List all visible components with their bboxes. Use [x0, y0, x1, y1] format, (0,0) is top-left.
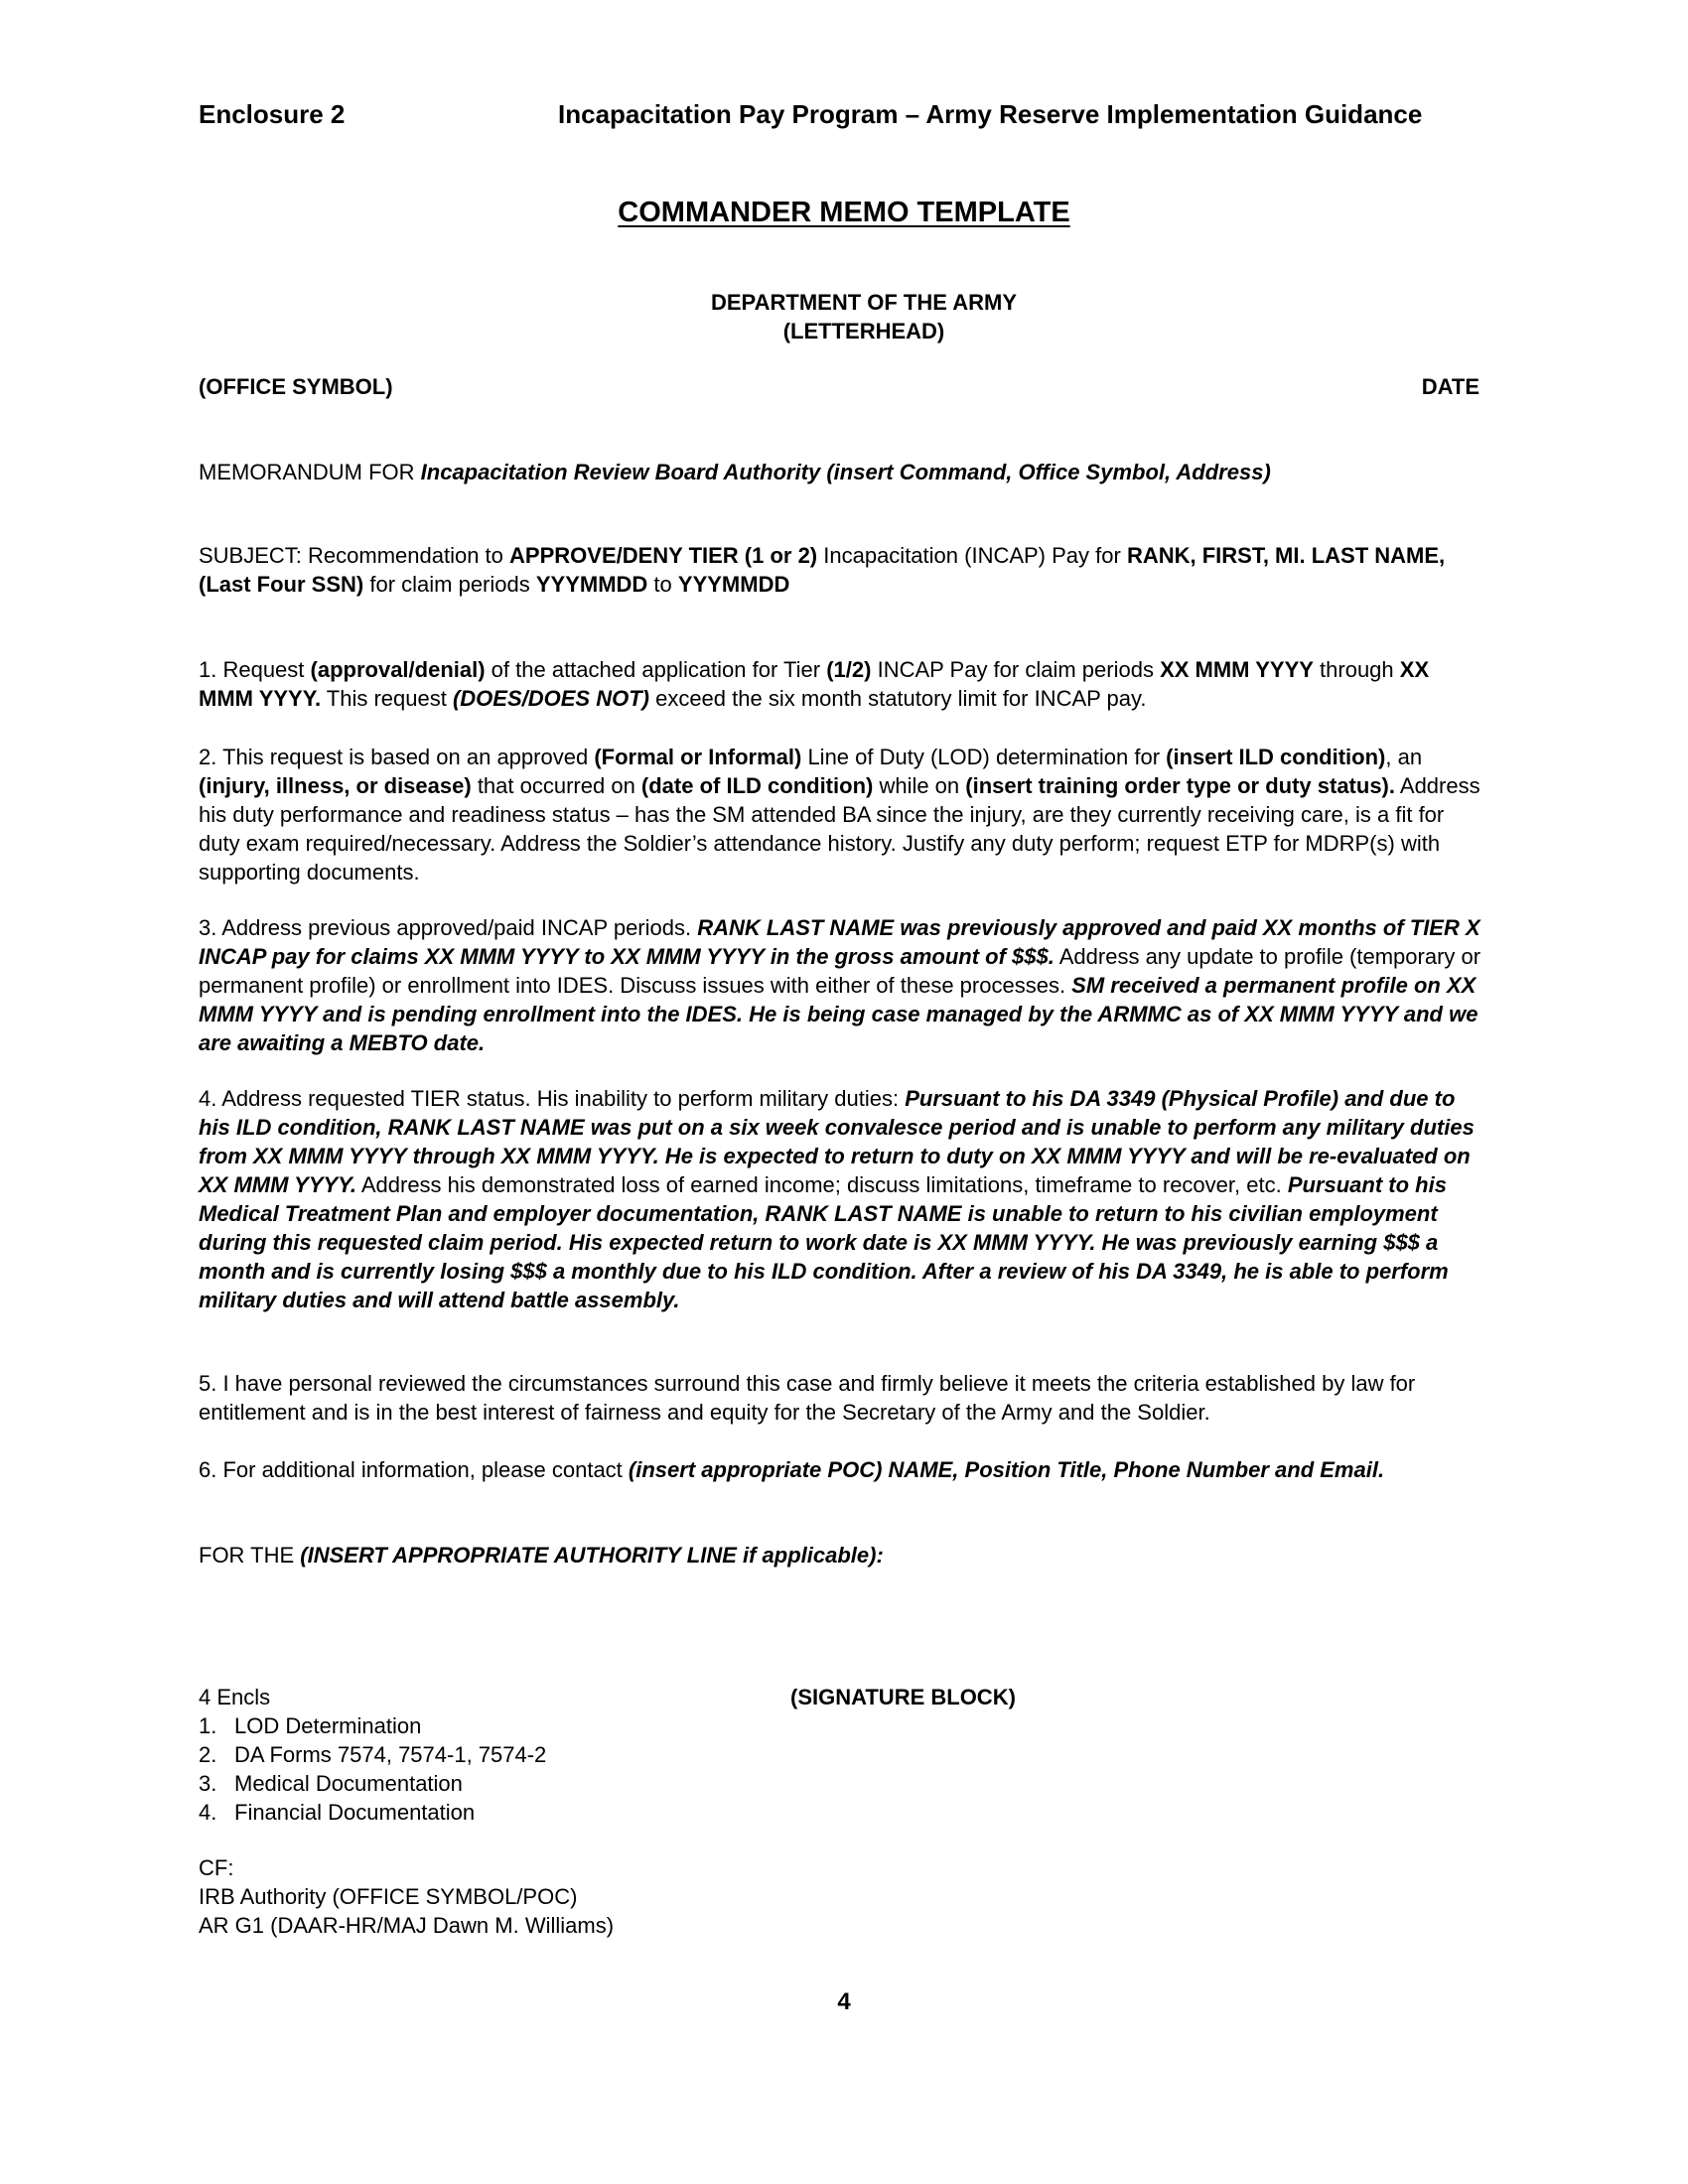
- copy-furnished: [199, 1853, 894, 1940]
- enclosure-item: [199, 1711, 755, 1740]
- paragraph-text: through: [1313, 657, 1400, 682]
- paragraph-text: 5. I have personal reviewed the circumstances surround this case and firmly believe it meets the criteria established by law for entitlement and is in the best interest of fairness and equity for the Secretary of the Army and the Soldier.: [199, 1371, 1416, 1425]
- letterhead-placeholder: (LETTERHEAD): [782, 319, 945, 343]
- enclosure-label: LOD Determination: [234, 1713, 422, 1738]
- paragraph-5: [199, 1369, 1489, 1427]
- letterhead-department: DEPARTMENT OF THE ARMY: [711, 290, 1017, 315]
- authority-label: FOR THE: [199, 1543, 301, 1568]
- memorandum-for-label: MEMORANDUM FOR: [199, 460, 421, 484]
- enclosure-label: Financial Documentation: [234, 1800, 476, 1825]
- letterhead: [0, 288, 1688, 345]
- paragraph-placeholder: (injury, illness, or disease): [199, 773, 472, 798]
- paragraph-example: SM received a permanent profile on XX MMM YYYY and is pending enrollment into the IDES. He is being case managed by the ARMMC as of XX MMM YYYY and we are awaiting a MEBTO date.: [199, 973, 1478, 1055]
- paragraph-example: RANK LAST NAME was previously approved and paid XX months of TIER X INCAP pay for claims XX MMM YYYY to XX MMM YYYY in the gross amount of $$$.: [199, 915, 1480, 969]
- office-date-row: [199, 372, 1479, 401]
- paragraph-text: Address his demonstrated loss of earned income; discuss limitations, timeframe to recover, etc.: [355, 1172, 1288, 1197]
- paragraph-placeholder: (1/2): [826, 657, 872, 682]
- authority-line: [199, 1541, 1489, 1570]
- paragraph-text: while on: [873, 773, 966, 798]
- paragraph-placeholder: XX MMM YYYY.: [199, 657, 1430, 711]
- copy-furnished-item: AR G1 (DAAR-HR/MAJ Dawn M. Williams): [199, 1913, 615, 1938]
- paragraph-4: [199, 1084, 1489, 1314]
- paragraph-placeholder: (Formal or Informal): [594, 745, 802, 769]
- paragraph-6: [199, 1455, 1440, 1484]
- paragraph-text: 1. Request: [199, 657, 311, 682]
- paragraph-placeholder: (DOES/DOES NOT): [452, 686, 649, 711]
- paragraph-placeholder: XX MMM YYYY: [1160, 657, 1314, 682]
- memo-date: DATE: [1421, 374, 1479, 399]
- paragraph-example: Pursuant to his Medical Treatment Plan and employer documentation, RANK LAST NAME is unable to return to his civilian employment during this requested claim period. His expected return to work date is XX MMM YYYY. He was previously earning $$$ a month and is currently losing $$$ a monthly due to his ILD condition. After a review of his DA 3349, he is able to perform military duties and will attend battle assembly.: [199, 1172, 1449, 1312]
- subject-action: APPROVE/DENY TIER (1 or 2): [509, 543, 818, 568]
- paragraph-text: 3. Address previous approved/paid INCAP periods.: [199, 915, 698, 940]
- enclosure-item: [199, 1769, 755, 1798]
- subject-end-date: YYYMMDD: [677, 572, 790, 597]
- paragraph-text: Address any update to profile (temporary or permanent profile) or enrollment into IDES. Discuss issues with either of these processes.: [199, 944, 1481, 998]
- subject-soldier: RANK, FIRST, MI. LAST NAME, (Last Four SSN): [199, 543, 1446, 597]
- enclosure-number: 2.: [199, 1742, 217, 1767]
- enclosure-number: 4.: [199, 1800, 217, 1825]
- paragraph-text: that occurred on: [471, 773, 641, 798]
- paragraph-example: Pursuant to his DA 3349 (Physical Profile) and due to his ILD condition, RANK LAST NAME was put on a six week convalesce period and is unable to perform any military duties from XX MMM YYYY through XX MMM YYYY. He is expected to return to duty on XX MMM YYYY and will be re-evaluated on XX MMM YYYY.: [199, 1086, 1475, 1197]
- paragraph-3: [199, 913, 1489, 1057]
- enclosure-label: Medical Documentation: [234, 1771, 463, 1796]
- paragraph-placeholder: (date of ILD condition): [640, 773, 874, 798]
- paragraph-text: , an: [1385, 745, 1423, 769]
- enclosure-list: [199, 1683, 755, 1827]
- subject-text: to: [647, 572, 678, 597]
- enclosure-label: DA Forms 7574, 7574-1, 7574-2: [234, 1742, 547, 1767]
- paragraph-placeholder: (insert appropriate POC) NAME, Position Title, Phone Number and Email.: [628, 1457, 1385, 1482]
- enclosure-number: 1.: [199, 1713, 217, 1738]
- paragraph-placeholder: (insert training order type or duty status).: [965, 773, 1395, 798]
- subject-text: SUBJECT: Recommendation to: [199, 543, 510, 568]
- paragraph-text: Address his duty performance and readiness status – has the SM attended BA since the injury, are they currently receiving care, is a fit for duty exam required/necessary. Address the Soldier’s attendance history. Justify any duty perform; request ETP for MDRP(s) with supporting documents.: [199, 773, 1480, 885]
- paragraph-text: of the attached application for Tier: [485, 657, 827, 682]
- copy-furnished-item: IRB Authority (OFFICE SYMBOL/POC): [199, 1884, 578, 1909]
- paragraph-placeholder: (insert ILD condition): [1166, 745, 1386, 769]
- enclosure-label: Enclosure 2: [199, 99, 346, 129]
- paragraph-1: [199, 655, 1489, 713]
- paragraph-text: exceed the six month statutory limit for INCAP pay.: [648, 686, 1147, 711]
- subject-line: [199, 541, 1499, 599]
- page-number: 4: [837, 1988, 851, 2015]
- paragraph-text: Line of Duty (LOD) determination for: [801, 745, 1167, 769]
- signature-block: (SIGNATURE BLOCK): [790, 1685, 1016, 1709]
- paragraph-placeholder: (approval/denial): [310, 657, 486, 682]
- enclosure-item: [199, 1798, 755, 1827]
- paragraph-text: 4. Address requested TIER status. His inability to perform military duties:: [199, 1086, 906, 1111]
- paragraph-2: [199, 743, 1489, 887]
- subject-text: Incapacitation (INCAP) Pay for: [817, 543, 1127, 568]
- enclosure-number: 3.: [199, 1771, 217, 1796]
- subject-start-date: YYYMMDD: [535, 572, 648, 597]
- paragraph-text: 2. This request is based on an approved: [199, 745, 595, 769]
- office-symbol: (OFFICE SYMBOL): [199, 374, 393, 399]
- page-title: COMMANDER MEMO TEMPLATE: [618, 197, 1070, 228]
- memorandum-for: [199, 458, 1340, 486]
- enclosure-heading: 4 Encls: [199, 1685, 271, 1709]
- document-header-title: Incapacitation Pay Program – Army Reserve Implementation Guidance: [558, 99, 1423, 129]
- subject-text: for claim periods: [363, 572, 536, 597]
- memorandum-for-recipient: Incapacitation Review Board Authority (insert Command, Office Symbol, Address): [420, 460, 1271, 484]
- copy-furnished-heading: CF:: [199, 1855, 234, 1880]
- enclosure-item: [199, 1740, 755, 1769]
- paragraph-text: 6. For additional information, please contact: [199, 1457, 629, 1482]
- paragraph-text: This request: [321, 686, 453, 711]
- authority-placeholder: (INSERT APPROPRIATE AUTHORITY LINE if applicable):: [300, 1543, 884, 1568]
- paragraph-text: INCAP Pay for claim periods: [871, 657, 1161, 682]
